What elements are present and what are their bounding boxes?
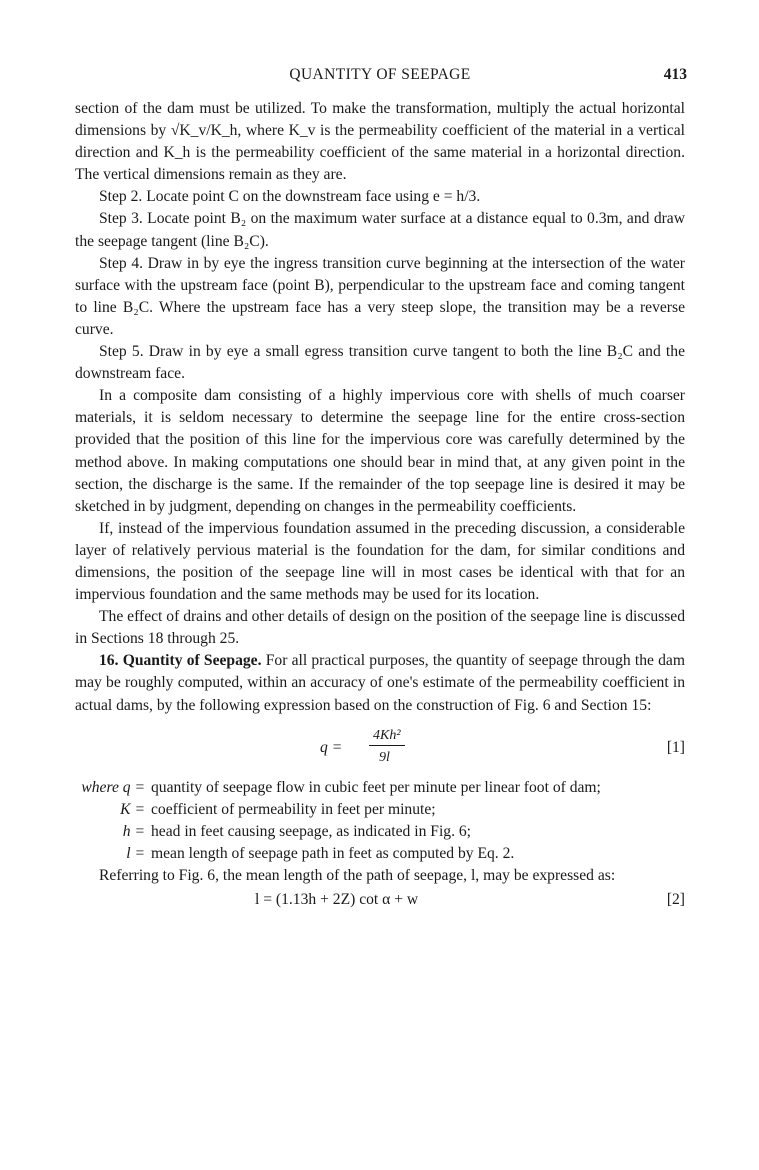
page-header <box>75 66 685 88</box>
definition-text: head in feet causing seepage, as indicated in Fig. 6; <box>151 822 471 840</box>
equation-2-expression: l = (1.13h + 2Z) cot α + w <box>255 891 419 909</box>
page-number: 413 <box>663 66 687 83</box>
equation-1-tag: [1] <box>666 738 685 756</box>
paragraph: If, instead of the impervious foundation assumed in the preceding discussion, a considerable layer of relatively pervious material is the foundation for the dam, for similar conditions and dimensions, the position of the seepage line will in most cases be identical with that for an impervious foundation and the same methods may be used for its location. <box>75 519 685 604</box>
equation-2 <box>75 889 685 915</box>
equation-2-tag: [2] <box>666 891 685 909</box>
definition-row <box>75 843 685 865</box>
equation-1 <box>75 725 685 771</box>
definition-text: mean length of seepage path in feet as computed by Eq. 2. <box>151 844 515 862</box>
equation-1-lhs: q = <box>320 738 343 756</box>
page-content <box>75 66 685 915</box>
definition-text: quantity of seepage flow in cubic feet per minute per linear foot of dam; <box>151 778 601 796</box>
fraction-bar <box>369 745 405 746</box>
definition-row <box>75 821 685 843</box>
definition-row <box>75 799 685 821</box>
equation-1-numerator: 4Kh² <box>373 727 401 743</box>
section-heading: 16. Quantity of Seepage. <box>99 652 262 670</box>
definition-text: coefficient of permeability in feet per minute; <box>151 800 436 818</box>
body-text <box>75 98 685 915</box>
paragraph: In a composite dam consisting of a highly impervious core with shells of much coarser materials, it is seldom necessary to determine the seepage line for the entire cross-section provided that the position of this line for the impervious core was carefully determined by the method above. In making computations one should bear in mind that, at any given point in the section, the discharge is the same. If the remainder of the top seepage line is desired it may be sketched in by judgment, depending on changes in the permeability coefficients. <box>75 387 685 515</box>
running-title: QUANTITY OF SEEPAGE <box>289 66 471 83</box>
definition-symbol: where q = <box>81 778 145 796</box>
section-text: For all practical purposes, the quantity of seepage through the dam may be roughly computed, within an accuracy of one's estimate of the permeability coefficient in actual dams, by the following expression based on the construction of Fig. 6 and Section 15: <box>75 652 685 714</box>
definition-symbol: h = <box>122 822 145 840</box>
closing-paragraph: Referring to Fig. 6, the mean length of the path of seepage, l, may be expressed as: <box>99 867 616 884</box>
section-paragraph <box>75 650 685 716</box>
paragraph: The effect of drains and other details of design on the position of the seepage line is discussed in Sections 18 through 25. <box>75 608 685 648</box>
step-5-paragraph: Step 5. Draw in by eye a small egress transition curve tangent to both the line B₂C and the downstream face. <box>75 343 685 383</box>
step-3-paragraph: Step 3. Locate point B₂ on the maximum water surface at a distance equal to 0.3m, and draw the seepage tangent (line B₂C). <box>75 210 685 250</box>
equation-1-denominator: 9l <box>379 749 390 765</box>
step-2-paragraph: Step 2. Locate point C on the downstream face using e = h/3. <box>99 188 481 206</box>
definitions-list <box>75 777 685 865</box>
definition-row <box>75 777 685 799</box>
definition-symbol: K = <box>120 800 145 818</box>
definition-symbol: l = <box>126 844 145 862</box>
step-4-paragraph: Step 4. Draw in by eye the ingress transition curve beginning at the intersection of the water surface with the upstream face (point B), perpendicular to the upstream face and coming tangent to line B₂C. Where the upstream face has a very steep slope, the transition may be a reverse curve. <box>75 254 685 338</box>
paragraph: section of the dam must be utilized. To make the transformation, multiply the actual horizontal dimensions by √K_v/K_h, where K_v is the permeability coefficient of the material in a vertical direction and K_h is the permeability coefficient of the same material in a horizontal direction. The vertical dimensions remain as they are. <box>75 100 685 184</box>
